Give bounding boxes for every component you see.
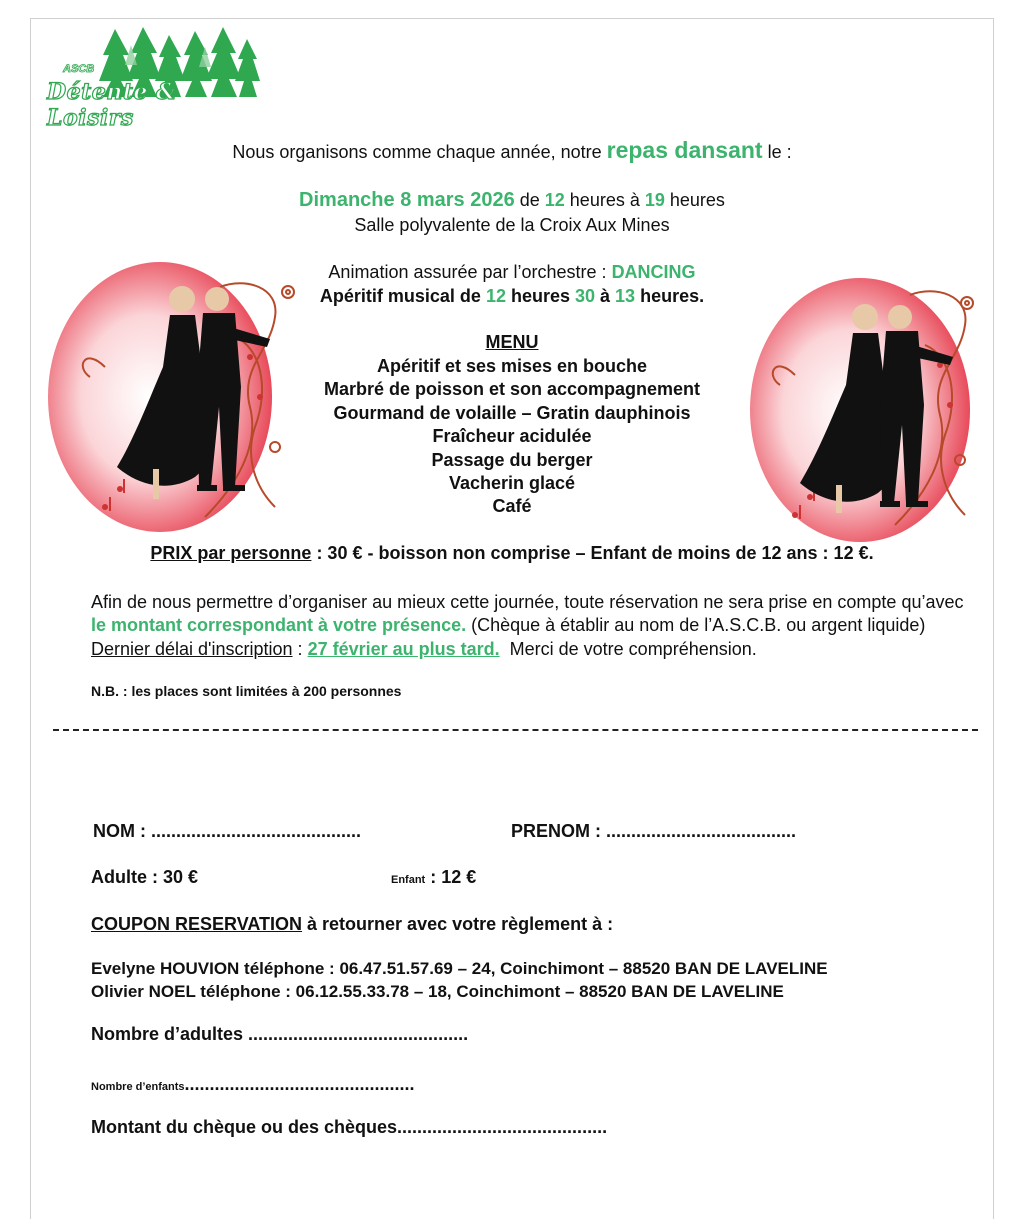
aperitif-line: [31, 286, 993, 307]
menu-list: [31, 355, 993, 519]
nom-field[interactable]: NOM : ..........................................: [93, 821, 362, 841]
event-day: Dimanche 8 mars 2026: [299, 189, 515, 211]
deadline-label: Dernier délai d'inscription: [91, 638, 293, 659]
menu-item: Gourmand de volaille – Gratin dauphinois: [333, 402, 691, 423]
check-amount-field[interactable]: Montant du chèque ou des chèques..........................................: [91, 1117, 608, 1137]
price-line: [31, 543, 993, 564]
aperitif-text-4: heures.: [635, 286, 705, 306]
intro-highlight: repas dansant: [606, 137, 763, 163]
menu-item: Vacherin glacé: [448, 472, 576, 493]
children-count-dots: ..............................................: [184, 1074, 415, 1094]
price-label: PRIX par personne: [150, 543, 312, 563]
intro-text-end: le :: [762, 142, 792, 162]
event-de: de: [514, 190, 545, 210]
cut-line-divider: [53, 729, 978, 731]
aperitif-minutes: 30: [575, 286, 596, 306]
deadline-sep: :: [292, 638, 308, 659]
coupon-text: à retourner avec votre règlement à :: [302, 914, 614, 934]
intro-line: [31, 137, 993, 164]
event-venue: Salle polyvalente de la Croix Aux Mines: [354, 215, 670, 235]
event-date-line: [31, 189, 993, 212]
aperitif-text-1: Apéritif musical de: [319, 286, 486, 306]
info-text-2: (Chèque à établir au nom de l’A.S.C.B. ou argent liquide): [466, 615, 926, 636]
aperitif-hour-end: 13: [615, 286, 636, 306]
price-text: : 30 € - boisson non comprise – Enfant de moins de 12 ans : 12 €.: [311, 543, 874, 563]
aperitif-text-2: heures: [505, 286, 575, 306]
children-count-field[interactable]: [91, 1074, 415, 1095]
child-price-value: : 12 €: [425, 867, 477, 887]
animation-line: [31, 262, 993, 283]
contact-olivier: Olivier NOEL téléphone : 06.12.55.33.78 – 18, Coinchimont – 88520 BAN DE LAVELINE: [91, 982, 784, 1001]
coupon-heading: [91, 914, 613, 935]
coupon-label: COUPON RESERVATION: [91, 914, 303, 934]
children-count-label: Nombre d’enfants: [91, 1081, 185, 1093]
child-price: [391, 867, 476, 888]
flyer-page: [30, 18, 994, 1219]
menu-title: MENU: [485, 332, 539, 352]
event-start-hour: 12: [544, 190, 565, 210]
logo-ascb-text: ASCB: [63, 63, 95, 75]
menu-item: Marbré de poisson et son accompagnement: [323, 379, 701, 400]
aperitif-text-3: à: [595, 286, 616, 306]
menu-item: Apéritif et ses mises en bouche: [376, 356, 648, 376]
info-text-1: Afin de nous permettre d’organiser au mieux cette journée, toute réservation ne sera prise en compte qu’avec: [91, 592, 964, 612]
band-name: DANCING: [611, 262, 696, 282]
info-paragraph: [91, 591, 971, 661]
event-end-hour: 19: [644, 190, 665, 210]
info-highlight: le montant correspondant à votre présence.: [91, 615, 467, 636]
child-label: Enfant: [391, 874, 426, 886]
menu-item: Café: [492, 496, 532, 517]
menu-item: Fraîcheur acidulée: [432, 426, 592, 447]
prenom-field[interactable]: PRENOM : ......................................: [511, 821, 797, 841]
deadline-value: 27 février au plus tard.: [307, 638, 500, 659]
contact-evelyne: Evelyne HOUVION téléphone : 06.47.51.57.69 – 24, Coinchimont – 88520 BAN DE LAVELINE: [91, 959, 828, 978]
adults-count-field[interactable]: Nombre d’adultes ............................................: [91, 1024, 469, 1044]
event-hours-end: heures: [664, 190, 725, 210]
menu-item: Passage du berger: [431, 449, 593, 470]
logo-title-text: Détente & Loisirs: [47, 79, 177, 131]
thanks-text: Merci de votre compréhension.: [499, 638, 757, 659]
animation-label: Animation assurée par l’orchestre :: [328, 262, 612, 282]
intro-text: Nous organisons comme chaque année, notre: [232, 142, 607, 162]
adult-price: Adulte : 30 €: [91, 867, 199, 887]
nb-note: N.B. : les places sont limitées à 200 personnes: [91, 683, 402, 699]
event-hours-to: heures à: [564, 190, 645, 210]
ascb-logo: [45, 25, 265, 131]
aperitif-hour-start: 12: [485, 286, 506, 306]
